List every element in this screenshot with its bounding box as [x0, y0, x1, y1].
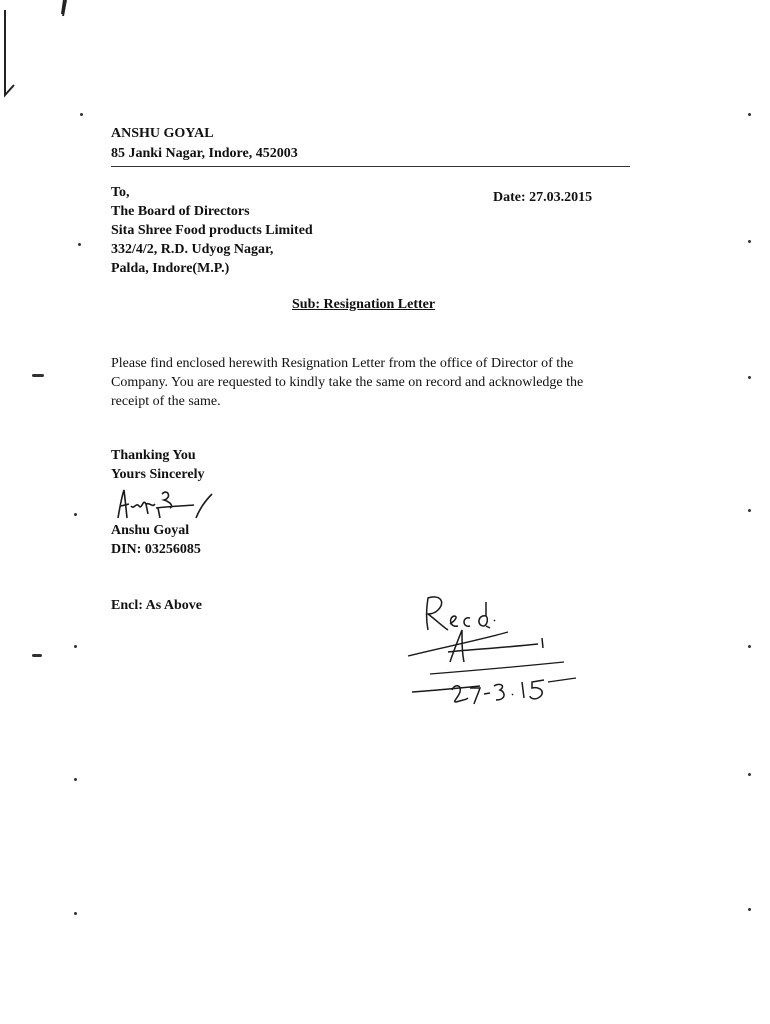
- scan-speck: [748, 376, 751, 379]
- letter-date: Date: 27.03.2015: [493, 190, 593, 205]
- scan-speck: [748, 908, 751, 911]
- scan-speck: [74, 513, 77, 516]
- recipient-line: 332/4/2, R.D. Udyog Nagar,: [111, 242, 274, 257]
- closing-yours: Yours Sincerely: [111, 467, 205, 482]
- scan-edge-mark: [0, 0, 20, 110]
- scan-speck: [748, 773, 751, 776]
- letterhead-rule: [111, 166, 630, 167]
- letter-subject: Sub: Resignation Letter: [292, 297, 436, 312]
- recipient-salutation: To,: [111, 185, 130, 200]
- enclosure-note: Encl: As Above: [111, 598, 203, 613]
- scan-speck: [74, 778, 77, 781]
- sender-name: ANSHU GOYAL: [111, 126, 214, 141]
- recipient-line: Sita Shree Food products Limited: [111, 223, 313, 238]
- scan-top-tick: [58, 0, 70, 18]
- handwritten-receipt-acknowledgement: [400, 590, 585, 715]
- signatory-din: DIN: 03256085: [111, 542, 201, 557]
- recipient-line: The Board of Directors: [111, 204, 250, 219]
- body-line: receipt of the same.: [111, 394, 221, 409]
- scan-speck: [74, 912, 77, 915]
- body-line: Company. You are requested to kindly take the same on record and acknowledge the: [111, 375, 584, 390]
- sender-address: 85 Janki Nagar, Indore, 452003: [111, 146, 298, 161]
- scan-speck: [748, 113, 751, 116]
- recipient-line: Palda, Indore(M.P.): [111, 261, 230, 276]
- body-line: Please find enclosed herewith Resignation Letter from the office of Director of the: [111, 356, 574, 371]
- signatory-name: Anshu Goyal: [111, 523, 190, 538]
- closing-thanks: Thanking You: [111, 448, 196, 463]
- handwritten-signature: [112, 484, 222, 524]
- scan-speck: [80, 113, 83, 116]
- scan-speck: [748, 240, 751, 243]
- scan-speck: [32, 654, 42, 657]
- scan-speck: [748, 645, 751, 648]
- scan-speck: [74, 645, 77, 648]
- scan-speck: [78, 243, 81, 246]
- scan-speck: [748, 509, 751, 512]
- scan-speck: [32, 374, 44, 377]
